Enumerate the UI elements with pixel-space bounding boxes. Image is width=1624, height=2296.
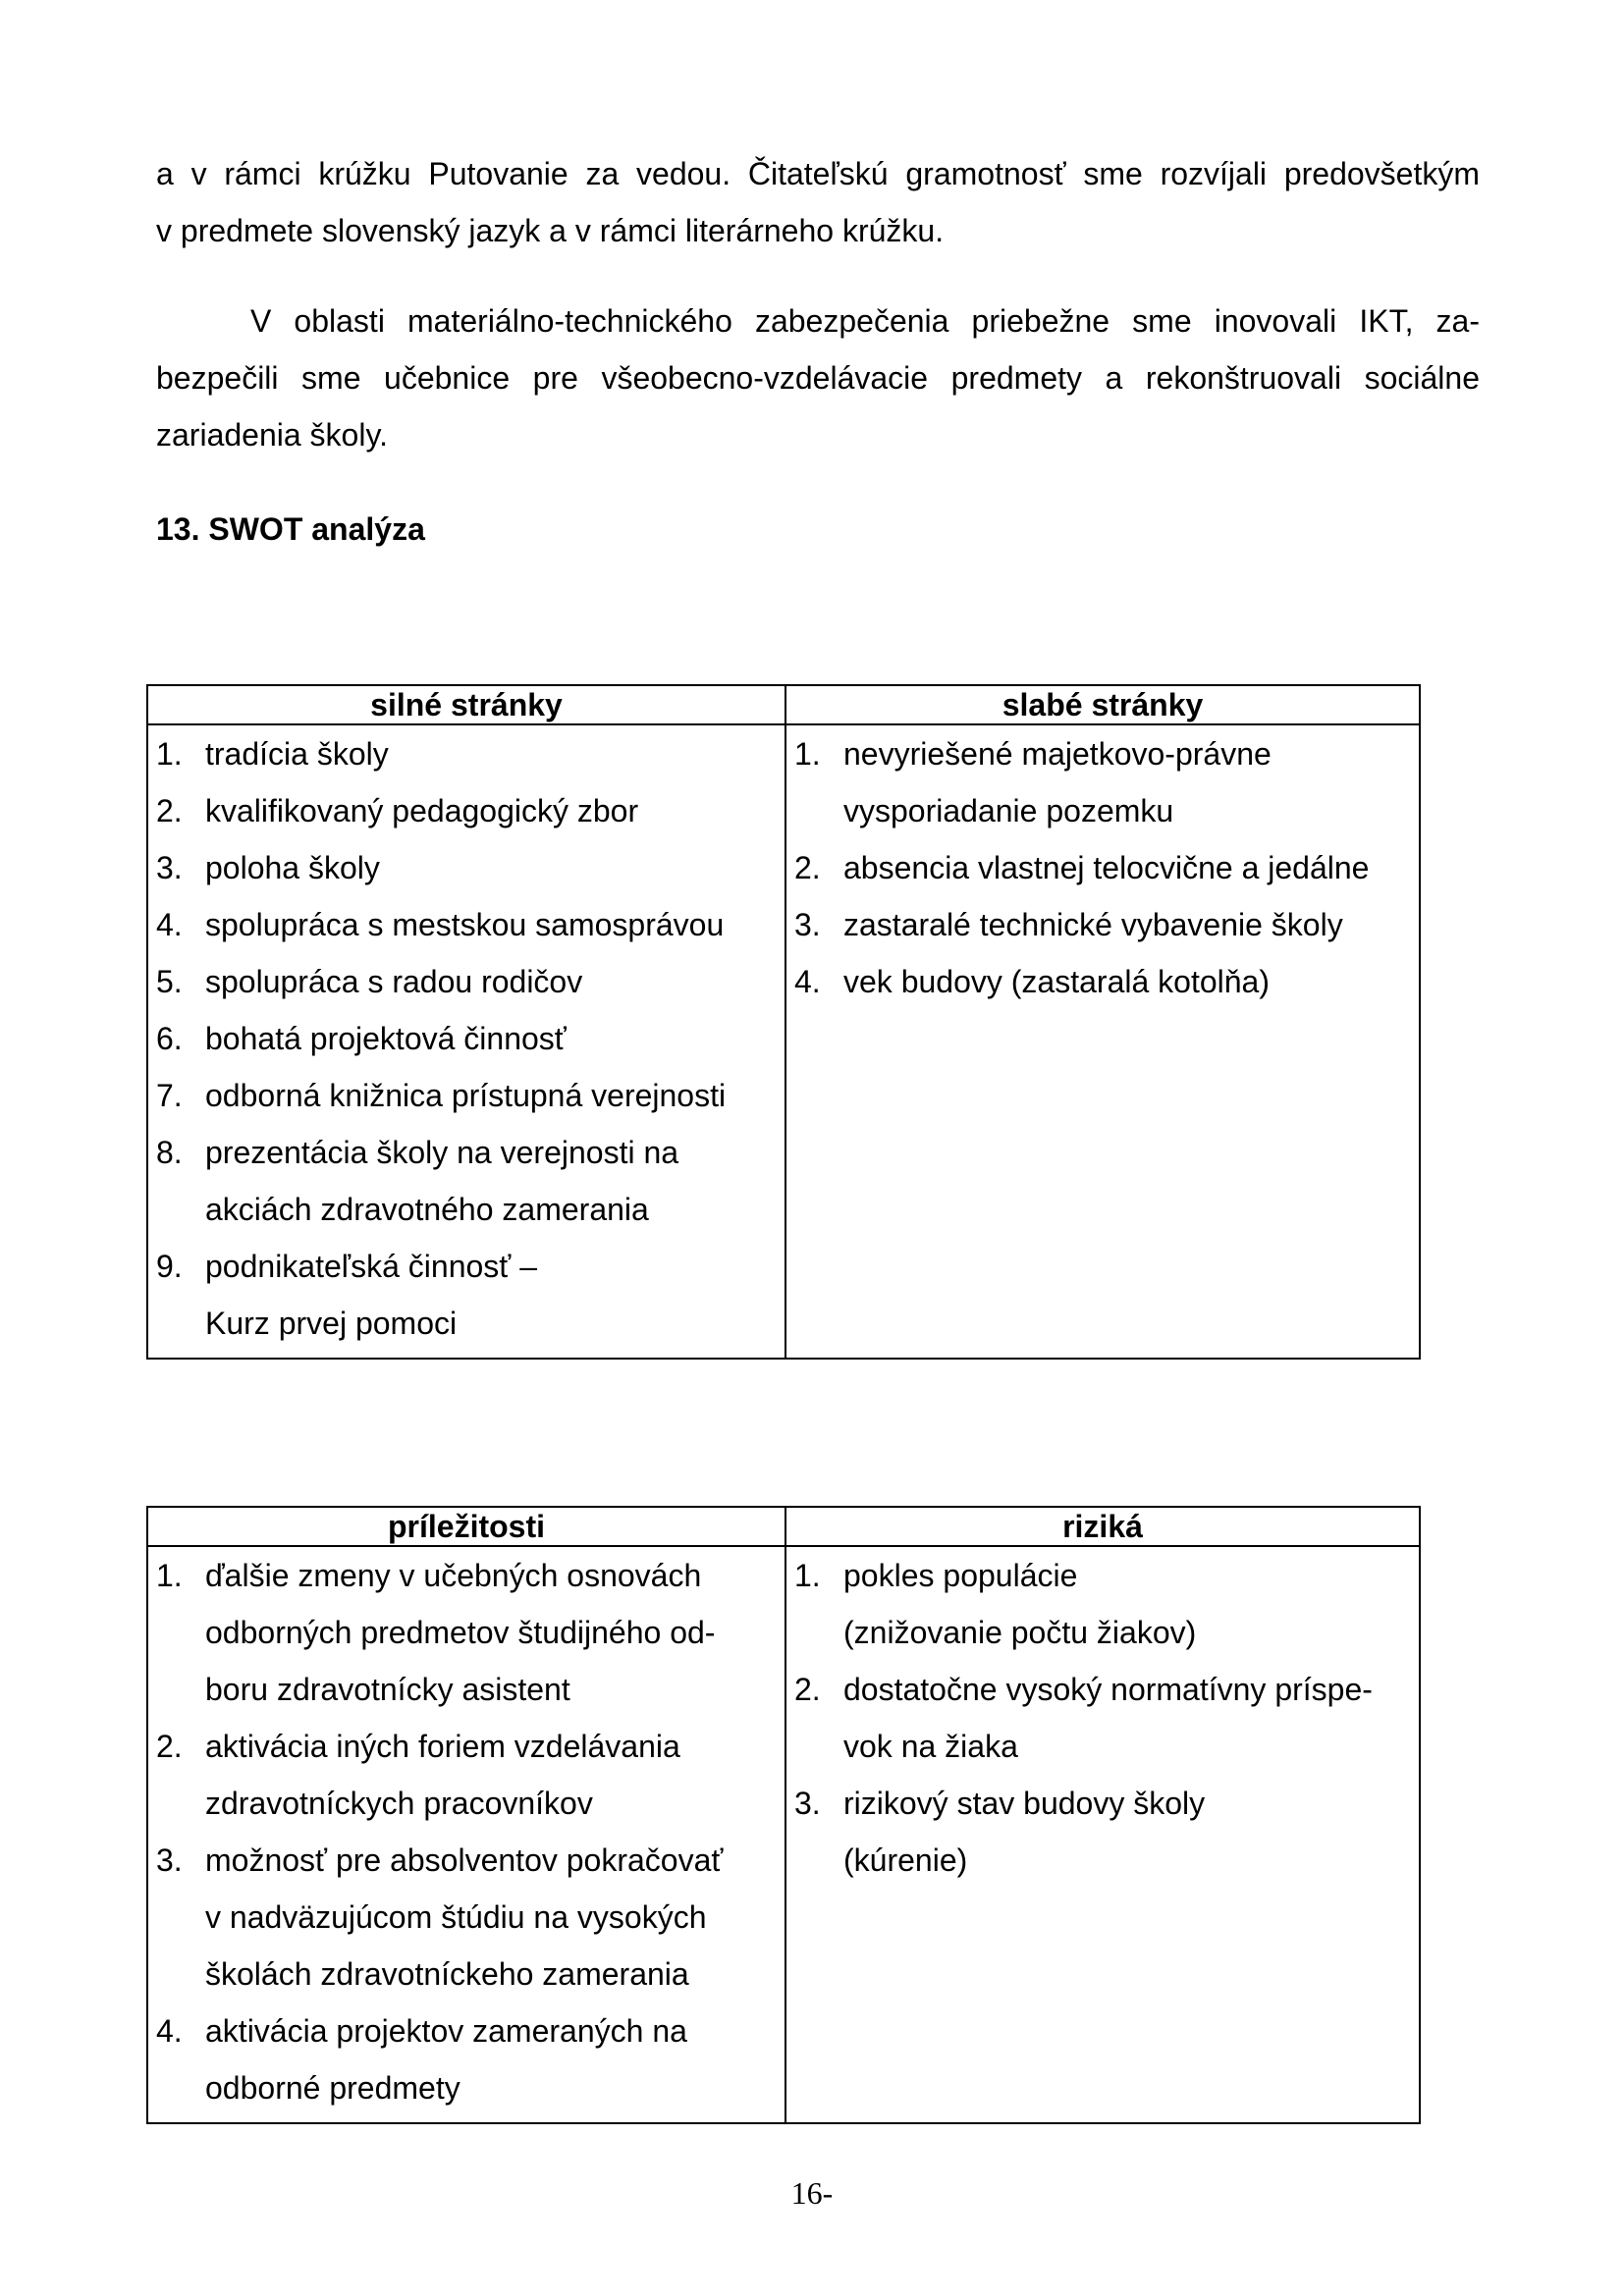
list-item-text: poloha školy [205, 850, 380, 885]
list-item-text: odborné predmety [205, 2070, 460, 2106]
list-item-text: zastaralé technické vybavenie školy [843, 907, 1343, 942]
list-item-text: kvalifikovaný pedagogický zbor [205, 793, 639, 828]
list-item-number: 4. [156, 907, 183, 942]
list-item-text: vysporiadanie pozemku [843, 793, 1174, 828]
paragraph-material [156, 293, 1480, 463]
list-item [156, 1832, 785, 2002]
list-item-text: akciách zdravotného zamerania [205, 1192, 649, 1227]
list-item-number: 2. [156, 793, 183, 828]
list-item-text: tradícia školy [205, 736, 389, 772]
list-item-text: spolupráca s mestskou samosprávou [205, 907, 725, 942]
page-number: 16- [790, 2175, 834, 2211]
list-item-number: 7. [156, 1078, 183, 1113]
list-item-text: (kúrenie) [843, 1842, 968, 1878]
swot-table-external [146, 1506, 1421, 2124]
list-item-text: odborných predmetov študijného od- [205, 1615, 716, 1650]
list-item-text: vok na žiaka [843, 1729, 1018, 1764]
list-item [156, 839, 785, 896]
list-item-text: aktivácia projektov zameraných na [205, 2013, 687, 2049]
list-item-text: školách zdravotníckeho zamerania [205, 1956, 689, 1992]
list-item-text: pokles populácie [843, 1558, 1078, 1593]
opportunities-cell [147, 1546, 785, 2123]
list-item-text: v nadväzujúcom štúdiu na vysokých [205, 1899, 707, 1935]
swot-table-internal [146, 684, 1421, 1360]
paragraph-line: bezpečili sme učebnice pre všeobecno-vzdelávacie predmety a rekonštruovali sociálne [156, 360, 1480, 396]
list-item-number: 2. [794, 850, 821, 885]
paragraph-literacy [156, 145, 1480, 259]
list-item [794, 839, 1419, 896]
list-item-number: 3. [794, 907, 821, 942]
paragraph-line: a v rámci krúžku Putovanie za vedou. Čitateľskú gramotnosť sme rozvíjali predovšetkým [156, 156, 1480, 191]
section-heading: 13. SWOT analýza [156, 511, 425, 547]
paragraph-line: V oblasti materiálno-technického zabezpečenia priebežne sme inovovali IKT, za- [250, 303, 1480, 339]
list-item [156, 782, 785, 839]
list-item-text: aktivácia iných foriem vzdelávania [205, 1729, 680, 1764]
list-item [156, 1718, 785, 1832]
list-item-text: podnikateľská činnosť – [205, 1249, 537, 1284]
list-item-number: 1. [794, 736, 821, 772]
threats-cell [785, 1546, 1420, 2123]
list-item-text: absencia vlastnej telocvične a jedálne [843, 850, 1370, 885]
list-item-text: rizikový stav budovy školy [843, 1786, 1206, 1821]
list-item [794, 725, 1419, 839]
list-item-number: 2. [156, 1729, 183, 1764]
weaknesses-list [786, 725, 1419, 1010]
list-item-text: možnosť pre absolventov pokračovať [205, 1842, 724, 1878]
list-item-number: 9. [156, 1249, 183, 1284]
list-item-number: 1. [156, 736, 183, 772]
list-item-number: 1. [156, 1558, 183, 1593]
list-item-number: 3. [156, 850, 183, 885]
list-item [156, 1010, 785, 1067]
list-item [156, 1067, 785, 1124]
list-item-number: 4. [794, 964, 821, 999]
list-item-text: dostatočne vysoký normatívny príspe- [843, 1672, 1373, 1707]
list-item-text: ďalšie zmeny v učebných osnovách [205, 1558, 702, 1593]
list-item [794, 1661, 1419, 1775]
list-item-text: (znižovanie počtu žiakov) [843, 1615, 1197, 1650]
list-item [794, 1547, 1419, 1661]
list-item [156, 953, 785, 1010]
list-item [156, 896, 785, 953]
list-item-number: 4. [156, 2013, 183, 2049]
paragraph-line: zariadenia školy. [156, 417, 388, 453]
list-item-number: 5. [156, 964, 183, 999]
list-item-text: zdravotníckych pracovníkov [205, 1786, 593, 1821]
list-item-text: prezentácia školy na verejnosti na [205, 1135, 679, 1170]
list-item-text: Kurz prvej pomoci [205, 1306, 458, 1341]
threats-header: riziká [785, 1507, 1420, 1546]
list-item [156, 1124, 785, 1238]
list-item-number: 3. [794, 1786, 821, 1821]
list-item [156, 725, 785, 782]
list-item-number: 6. [156, 1021, 183, 1056]
paragraph-line: v predmete slovenský jazyk a v rámci literárneho krúžku. [156, 213, 945, 248]
list-item-number: 8. [156, 1135, 183, 1170]
weaknesses-header: slabé stránky [785, 685, 1420, 724]
list-item-text: spolupráca s radou rodičov [205, 964, 583, 999]
strengths-cell [147, 724, 785, 1359]
strengths-list [148, 725, 785, 1352]
list-item-number: 2. [794, 1672, 821, 1707]
weaknesses-cell [785, 724, 1420, 1359]
list-item [156, 2002, 785, 2116]
list-item-text: vek budovy (zastaralá kotolňa) [843, 964, 1270, 999]
list-item-text: boru zdravotnícky asistent [205, 1672, 570, 1707]
list-item-text: nevyriešené majetkovo-právne [843, 736, 1272, 772]
opportunities-header: príležitosti [147, 1507, 785, 1546]
strengths-header: silné stránky [147, 685, 785, 724]
list-item [794, 953, 1419, 1010]
list-item [794, 896, 1419, 953]
list-item [794, 1775, 1419, 1889]
threats-list [786, 1547, 1419, 1889]
list-item [156, 1547, 785, 1718]
list-item-text: odborná knižnica prístupná verejnosti [205, 1078, 727, 1113]
list-item-text: bohatá projektová činnosť [205, 1021, 567, 1056]
opportunities-list [148, 1547, 785, 2116]
list-item-number: 3. [156, 1842, 183, 1878]
list-item-number: 1. [794, 1558, 821, 1593]
list-item [156, 1238, 785, 1352]
